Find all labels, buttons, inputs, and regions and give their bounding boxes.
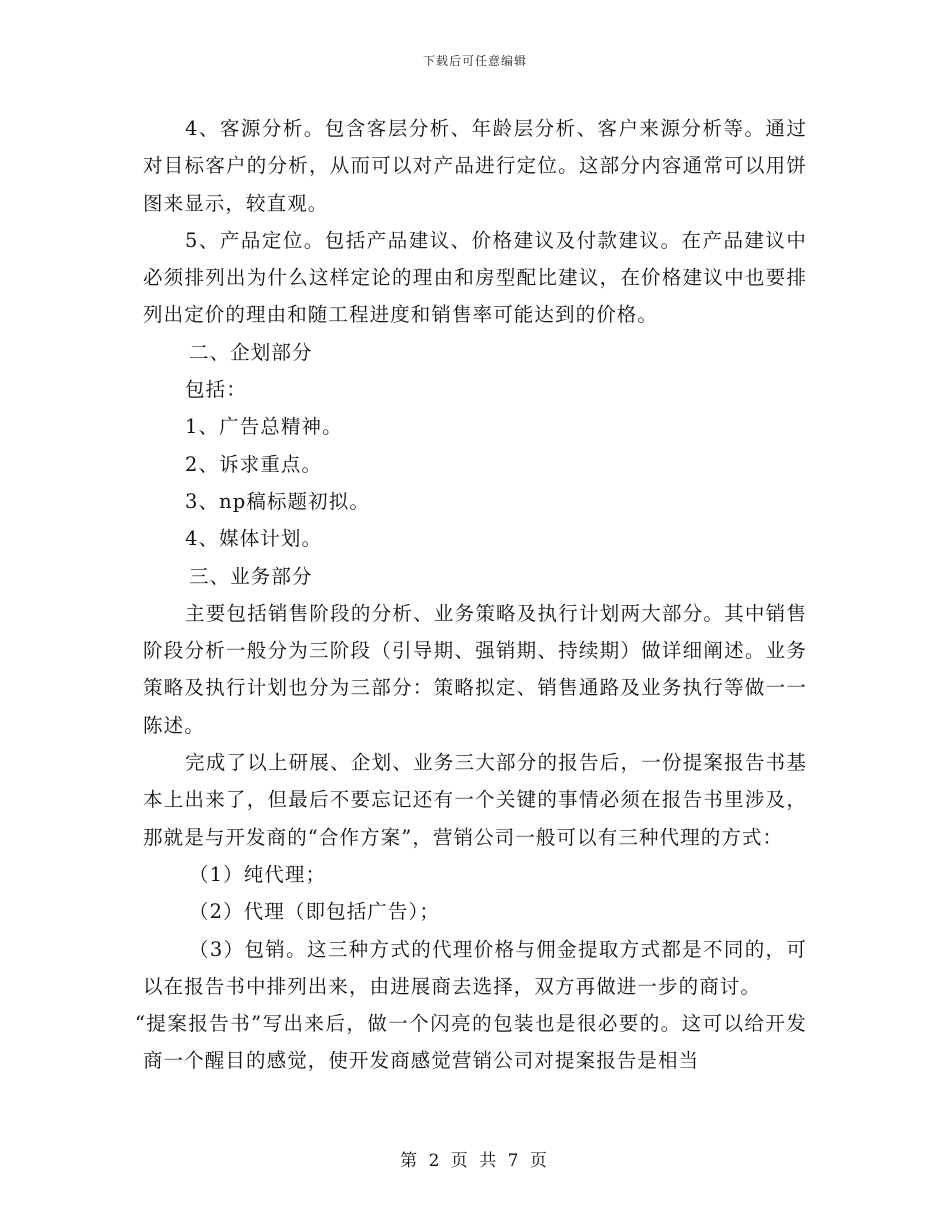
list-item-appeal-points: 2、诉求重点。 xyxy=(185,452,323,476)
list-item-media-plan: 4、媒体计划。 xyxy=(185,527,323,551)
paragraph-customer-analysis: 4、客源分析。包含客层分析、年龄层分析、客户来源分析等。通过对目标客户的分析，从而可以对产品进行定位。这部分内容通常可以用饼图来显示，较直观。 xyxy=(143,117,807,215)
paragraph-includes: 包括： xyxy=(185,378,247,402)
list-item-ad-spirit: 1、广告总精神。 xyxy=(185,415,343,439)
list-item-np-draft-title: 3、np稿标题初拟。 xyxy=(185,489,370,513)
paragraph-product-positioning: 5、产品定位。包括产品建议、价格建议及付款建议。在产品建议中必须排列出为什么这样定论的理由和房型配比建议，在价格建议中也要排列出定价的理由和随工程进度和销售率可能达到的价格。 xyxy=(143,228,807,327)
list-item-pure-agency: （1）纯代理； xyxy=(189,862,327,886)
page-header-note: 下载后可任意编辑 xyxy=(422,54,527,68)
list-item-underwriting: （3）包销。这三种方式的代理价格与佣金提取方式都是不同的，可以在报告书中排列出来，由进展商去选择，双方再做进一步的商讨。 xyxy=(143,937,807,998)
section-heading-business: 三、业务部分 xyxy=(189,564,313,588)
list-item-agency-with-ads: （2）代理（即包括广告）； xyxy=(189,900,440,924)
page-number: 第 2 页 共 7 页 xyxy=(400,1151,550,1171)
document-body xyxy=(135,110,807,1080)
section-heading-planning: 二、企划部分 xyxy=(189,340,313,364)
paragraph-proposal-completion: 完成了以上研展、企划、业务三大部分的报告后，一份提案报告书基本上出来了，但最后不要忘记还有一个关键的事情必须在报告书里涉及，那就是与开发商的“合作方案”，营销公司一般可以有三种代理的方式： xyxy=(143,751,807,849)
paragraph-business-overview: 主要包括销售阶段的分析、业务策略及执行计划两大部分。其中销售阶段分析一般分为三阶段（引导期、强销期、持续期）做详细阐述。业务策略及执行计划也分为三部分：策略拟定、销售通路及业务执行等做一一陈述。 xyxy=(143,601,807,737)
paragraph-packaging: “提案报告书”写出来后，做一个闪亮的包装也是很必要的。这可以给开发商一个醒目的感觉，使开发商感觉营销公司对提案报告是相当 xyxy=(135,1012,807,1073)
